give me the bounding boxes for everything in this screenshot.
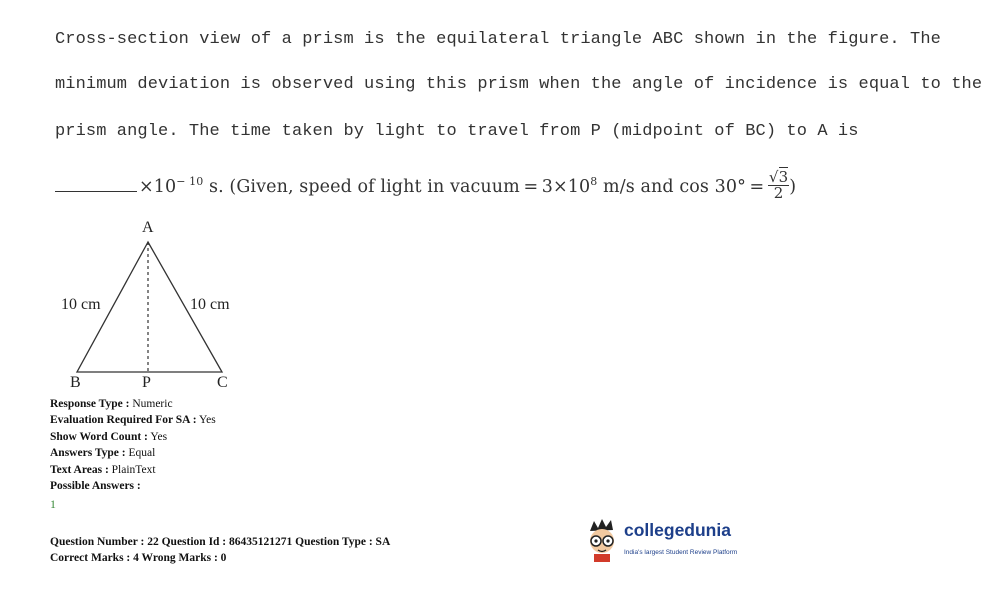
marks-line: Correct Marks : 4 Wrong Marks : 0	[50, 552, 227, 564]
question-line-3: prism angle. The time taken by light to travel from P (midpoint of BC) to A is	[55, 122, 859, 141]
side-left-label: 10 cm	[61, 296, 101, 313]
answers-type: Answers Type : Equal	[50, 447, 156, 459]
show-word-count: Show Word Count : Yes	[50, 431, 168, 443]
question-line-2: minimum deviation is observed using this prism when the angle of incidence is equal to the	[55, 75, 982, 94]
possible-answers: Possible Answers :	[50, 480, 141, 492]
close-paren: )	[789, 177, 797, 197]
question-line-1: Cross-section view of a prism is the equilateral triangle ABC shown in the figure. The	[55, 30, 941, 49]
text-areas: Text Areas : PlainText	[50, 464, 156, 476]
logo-tagline: India's largest Student Review Platform	[624, 549, 738, 556]
logo-name: collegedunia	[624, 520, 731, 540]
possible-answer-value: 1	[50, 497, 56, 511]
exponent-8: 8	[590, 175, 598, 188]
fraction-root3-over-2: $\frac{√3}{2}$	[768, 168, 789, 202]
fraction-denominator: 2	[773, 184, 784, 202]
given-text-2: m/s and cos 30° =	[597, 177, 768, 197]
mascot-icon	[584, 517, 622, 563]
times-ten: ×10	[139, 177, 177, 197]
vertex-c-label: C	[217, 374, 228, 391]
response-type: Response Type : Numeric	[50, 398, 173, 410]
exponent: − 10	[176, 175, 204, 188]
vertex-b-label: B	[70, 374, 81, 391]
evaluation-required: Evaluation Required For SA : Yes	[50, 414, 216, 426]
side-right-label: 10 cm	[190, 296, 230, 313]
given-text: s. (Given, speed of light in vacuum = 3×10	[203, 177, 591, 197]
question-number-line: Question Number : 22 Question Id : 86435121271 Question Type : SA	[50, 536, 391, 548]
collegedunia-logo	[584, 517, 744, 565]
vertex-a-label: A	[142, 219, 154, 236]
midpoint-p-label: P	[142, 374, 151, 391]
fraction-numerator: 3	[778, 168, 789, 186]
